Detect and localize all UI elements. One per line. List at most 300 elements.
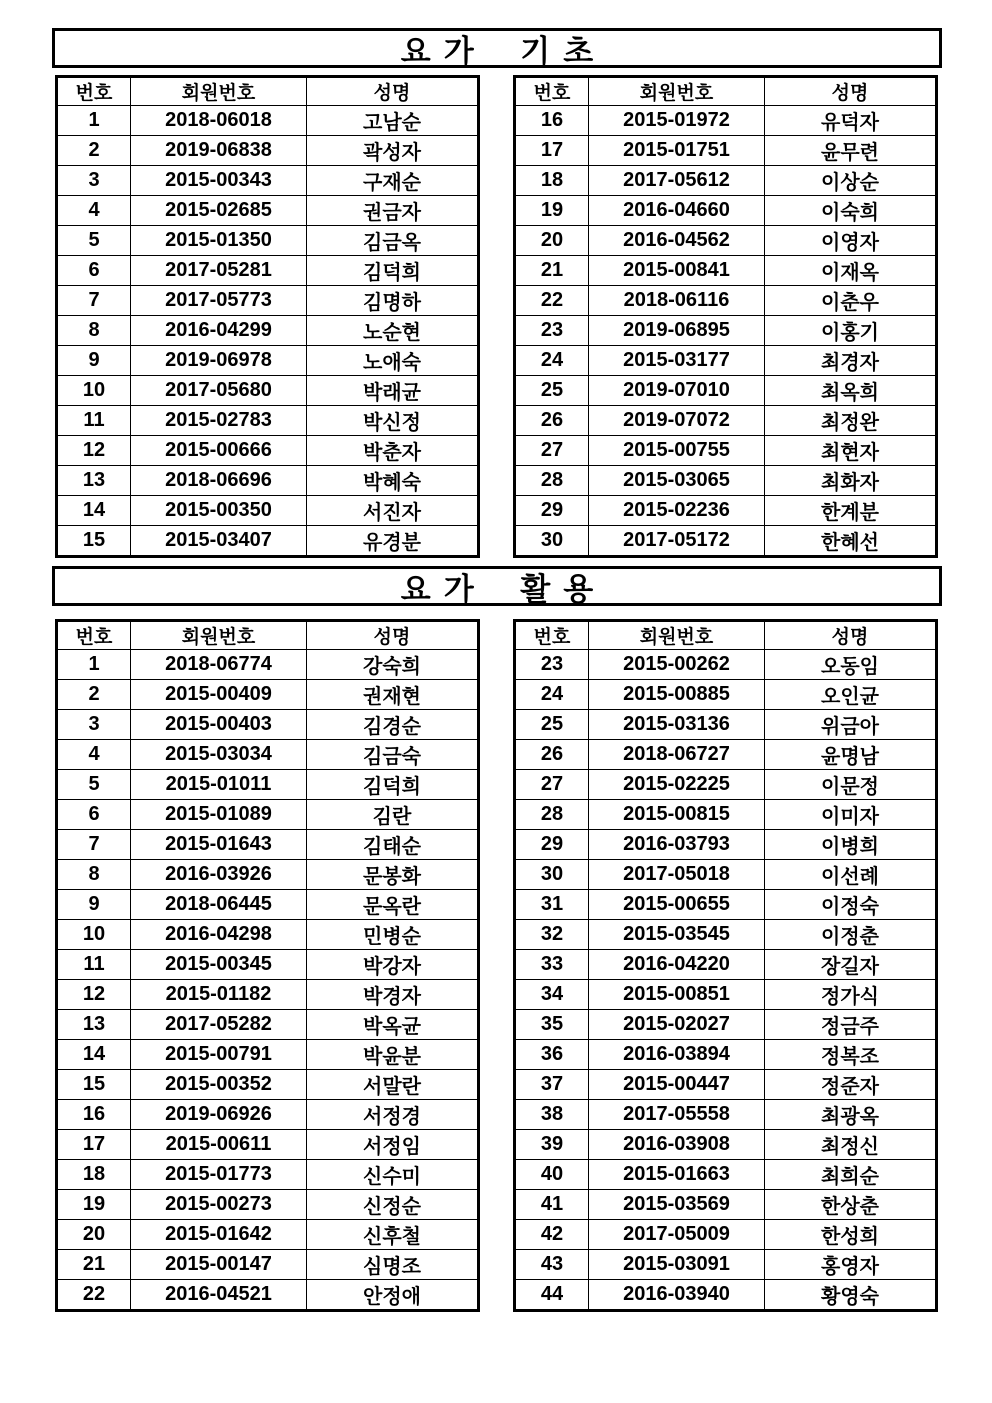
table-row (57, 680, 479, 710)
member-table-basics-right (513, 75, 938, 558)
row-number-cell: 9 (57, 346, 131, 376)
name-cell: 한계분 (765, 496, 937, 526)
table-row (57, 950, 479, 980)
member-number-cell: 2015-00447 (589, 1070, 765, 1100)
name-cell: 이상순 (765, 166, 937, 196)
column-header: 회원번호 (589, 77, 765, 106)
member-number-cell: 2018-06445 (131, 890, 307, 920)
row-number-cell: 21 (515, 256, 589, 286)
name-cell: 최현자 (765, 436, 937, 466)
column-header: 회원번호 (131, 621, 307, 650)
row-number-cell: 29 (515, 830, 589, 860)
member-number-cell: 2018-06018 (131, 106, 307, 136)
member-number-cell: 2017-05281 (131, 256, 307, 286)
row-number-cell: 19 (515, 196, 589, 226)
table-row (57, 1220, 479, 1250)
table-row (57, 890, 479, 920)
row-number-cell: 11 (57, 406, 131, 436)
row-number-cell: 37 (515, 1070, 589, 1100)
member-number-cell: 2015-01972 (589, 106, 765, 136)
table-row (515, 800, 937, 830)
name-cell: 박강자 (307, 950, 479, 980)
member-number-cell: 2019-06838 (131, 136, 307, 166)
name-cell: 유덕자 (765, 106, 937, 136)
column-header: 성명 (307, 621, 479, 650)
member-number-cell: 2016-04660 (589, 196, 765, 226)
table-pair-basics (55, 75, 938, 558)
name-cell: 이홍기 (765, 316, 937, 346)
name-cell: 정금주 (765, 1010, 937, 1040)
table-row (57, 1160, 479, 1190)
member-number-cell: 2015-00350 (131, 496, 307, 526)
member-number-cell: 2015-02783 (131, 406, 307, 436)
name-cell: 김금숙 (307, 740, 479, 770)
name-cell: 문봉화 (307, 860, 479, 890)
name-cell: 박춘자 (307, 436, 479, 466)
member-number-cell: 2015-01182 (131, 980, 307, 1010)
row-number-cell: 8 (57, 860, 131, 890)
name-cell: 최광옥 (765, 1100, 937, 1130)
table-row (515, 1070, 937, 1100)
member-number-cell: 2016-03926 (131, 860, 307, 890)
table-row (515, 1160, 937, 1190)
member-number-cell: 2017-05009 (589, 1220, 765, 1250)
section-yoga-application (0, 566, 992, 1312)
member-number-cell: 2016-04562 (589, 226, 765, 256)
member-number-cell: 2019-07010 (589, 376, 765, 406)
row-number-cell: 40 (515, 1160, 589, 1190)
row-number-cell: 24 (515, 346, 589, 376)
row-number-cell: 6 (57, 800, 131, 830)
table-row (515, 980, 937, 1010)
column-header: 성명 (765, 77, 937, 106)
table-body (57, 650, 479, 1311)
row-number-cell: 14 (57, 496, 131, 526)
name-cell: 이영자 (765, 226, 937, 256)
member-number-cell: 2015-01773 (131, 1160, 307, 1190)
column-header: 번호 (57, 77, 131, 106)
row-number-cell: 27 (515, 770, 589, 800)
table-row (515, 226, 937, 256)
table-row (57, 770, 479, 800)
table-row (515, 1010, 937, 1040)
row-number-cell: 39 (515, 1130, 589, 1160)
table-row (57, 1010, 479, 1040)
row-number-cell: 31 (515, 890, 589, 920)
name-cell: 신수미 (307, 1160, 479, 1190)
table-row (57, 436, 479, 466)
table-row (515, 1280, 937, 1311)
row-number-cell: 5 (57, 226, 131, 256)
row-number-cell: 18 (57, 1160, 131, 1190)
row-number-cell: 17 (57, 1130, 131, 1160)
row-number-cell: 30 (515, 860, 589, 890)
table-row (515, 920, 937, 950)
table-row (515, 1190, 937, 1220)
name-cell: 최정신 (765, 1130, 937, 1160)
table-row (57, 1070, 479, 1100)
header-row (57, 77, 479, 106)
member-number-cell: 2015-01642 (131, 1220, 307, 1250)
table-row (515, 1040, 937, 1070)
name-cell: 박혜숙 (307, 466, 479, 496)
section-yoga-basics (0, 28, 992, 558)
table-row (57, 740, 479, 770)
name-cell: 서정경 (307, 1100, 479, 1130)
table-row (515, 890, 937, 920)
name-cell: 이재옥 (765, 256, 937, 286)
name-cell: 박래균 (307, 376, 479, 406)
name-cell: 이병희 (765, 830, 937, 860)
table-row (57, 526, 479, 557)
table-row (57, 466, 479, 496)
row-number-cell: 3 (57, 166, 131, 196)
name-cell: 김경순 (307, 710, 479, 740)
row-number-cell: 20 (515, 226, 589, 256)
member-number-cell: 2015-00343 (131, 166, 307, 196)
member-number-cell: 2015-03091 (589, 1250, 765, 1280)
row-number-cell: 20 (57, 1220, 131, 1250)
column-header: 번호 (57, 621, 131, 650)
column-header: 성명 (307, 77, 479, 106)
member-number-cell: 2016-03940 (589, 1280, 765, 1311)
member-number-cell: 2019-07072 (589, 406, 765, 436)
member-number-cell: 2015-01011 (131, 770, 307, 800)
member-number-cell: 2015-03407 (131, 526, 307, 557)
name-cell: 장길자 (765, 950, 937, 980)
member-number-cell: 2015-00409 (131, 680, 307, 710)
table-row (515, 286, 937, 316)
table-row (515, 770, 937, 800)
name-cell: 박윤분 (307, 1040, 479, 1070)
member-number-cell: 2015-03136 (589, 710, 765, 740)
table-row (515, 166, 937, 196)
row-number-cell: 13 (57, 466, 131, 496)
table-row (57, 1130, 479, 1160)
member-number-cell: 2017-05680 (131, 376, 307, 406)
member-number-cell: 2016-04298 (131, 920, 307, 950)
row-number-cell: 28 (515, 800, 589, 830)
name-cell: 안정애 (307, 1280, 479, 1311)
row-number-cell: 2 (57, 680, 131, 710)
row-number-cell: 23 (515, 650, 589, 680)
row-number-cell: 32 (515, 920, 589, 950)
member-number-cell: 2015-00352 (131, 1070, 307, 1100)
name-cell: 한상춘 (765, 1190, 937, 1220)
member-number-cell: 2016-04299 (131, 316, 307, 346)
table-row (57, 346, 479, 376)
name-cell: 민병순 (307, 920, 479, 950)
name-cell: 권재현 (307, 680, 479, 710)
name-cell: 최정완 (765, 406, 937, 436)
row-number-cell: 16 (515, 106, 589, 136)
row-number-cell: 13 (57, 1010, 131, 1040)
member-number-cell: 2015-02685 (131, 196, 307, 226)
row-number-cell: 15 (57, 526, 131, 557)
name-cell: 이문정 (765, 770, 937, 800)
row-number-cell: 5 (57, 770, 131, 800)
row-number-cell: 3 (57, 710, 131, 740)
member-number-cell: 2016-04521 (131, 1280, 307, 1311)
row-number-cell: 4 (57, 740, 131, 770)
name-cell: 신후철 (307, 1220, 479, 1250)
table-row (515, 376, 937, 406)
row-number-cell: 44 (515, 1280, 589, 1311)
table-row (57, 1250, 479, 1280)
name-cell: 서정임 (307, 1130, 479, 1160)
row-number-cell: 38 (515, 1100, 589, 1130)
table-row (57, 226, 479, 256)
row-number-cell: 24 (515, 680, 589, 710)
table-row (57, 106, 479, 136)
member-number-cell: 2015-00815 (589, 800, 765, 830)
table-row (515, 1130, 937, 1160)
row-number-cell: 2 (57, 136, 131, 166)
member-number-cell: 2015-02027 (589, 1010, 765, 1040)
table-row (515, 496, 937, 526)
name-cell: 이정춘 (765, 920, 937, 950)
name-cell: 이선례 (765, 860, 937, 890)
row-number-cell: 26 (515, 406, 589, 436)
member-number-cell: 2016-03908 (589, 1130, 765, 1160)
row-number-cell: 41 (515, 1190, 589, 1220)
member-table-application-left (55, 619, 480, 1312)
name-cell: 권금자 (307, 196, 479, 226)
header-row (57, 621, 479, 650)
member-number-cell: 2015-01751 (589, 136, 765, 166)
name-cell: 노순현 (307, 316, 479, 346)
table-row (515, 196, 937, 226)
table-row (57, 256, 479, 286)
header-row (515, 77, 937, 106)
member-number-cell: 2015-01663 (589, 1160, 765, 1190)
row-number-cell: 14 (57, 1040, 131, 1070)
section-title-yoga-application: 요가 활용 (52, 566, 942, 606)
table-row (515, 650, 937, 680)
member-table-basics-left (55, 75, 480, 558)
member-number-cell: 2015-00885 (589, 680, 765, 710)
member-number-cell: 2017-05558 (589, 1100, 765, 1130)
row-number-cell: 25 (515, 376, 589, 406)
member-number-cell: 2017-05773 (131, 286, 307, 316)
table-body (57, 106, 479, 557)
member-number-cell: 2015-00147 (131, 1250, 307, 1280)
name-cell: 한혜선 (765, 526, 937, 557)
member-number-cell: 2015-00403 (131, 710, 307, 740)
name-cell: 서진자 (307, 496, 479, 526)
name-cell: 고남순 (307, 106, 479, 136)
member-number-cell: 2016-03793 (589, 830, 765, 860)
table-body (515, 106, 937, 557)
member-number-cell: 2017-05172 (589, 526, 765, 557)
table-row (57, 980, 479, 1010)
member-number-cell: 2018-06696 (131, 466, 307, 496)
table-row (57, 136, 479, 166)
table-row (57, 830, 479, 860)
row-number-cell: 9 (57, 890, 131, 920)
table-row (57, 376, 479, 406)
row-number-cell: 15 (57, 1070, 131, 1100)
name-cell: 최화자 (765, 466, 937, 496)
row-number-cell: 26 (515, 740, 589, 770)
member-number-cell: 2017-05612 (589, 166, 765, 196)
row-number-cell: 42 (515, 1220, 589, 1250)
name-cell: 홍영자 (765, 1250, 937, 1280)
table-row (57, 316, 479, 346)
name-cell: 오인균 (765, 680, 937, 710)
name-cell: 신정순 (307, 1190, 479, 1220)
row-number-cell: 17 (515, 136, 589, 166)
table-row (515, 740, 937, 770)
member-number-cell: 2015-03034 (131, 740, 307, 770)
member-number-cell: 2015-00345 (131, 950, 307, 980)
table-row (515, 1220, 937, 1250)
name-cell: 강숙희 (307, 650, 479, 680)
member-number-cell: 2015-00841 (589, 256, 765, 286)
name-cell: 노애숙 (307, 346, 479, 376)
row-number-cell: 34 (515, 980, 589, 1010)
table-row (515, 346, 937, 376)
name-cell: 윤명남 (765, 740, 937, 770)
name-cell: 김금옥 (307, 226, 479, 256)
table-row (57, 800, 479, 830)
name-cell: 정복조 (765, 1040, 937, 1070)
name-cell: 박옥균 (307, 1010, 479, 1040)
table-row (515, 256, 937, 286)
member-number-cell: 2015-03569 (589, 1190, 765, 1220)
row-number-cell: 36 (515, 1040, 589, 1070)
table-row (57, 710, 479, 740)
member-number-cell: 2015-03177 (589, 346, 765, 376)
member-number-cell: 2017-05018 (589, 860, 765, 890)
column-header: 회원번호 (131, 77, 307, 106)
row-number-cell: 30 (515, 526, 589, 557)
table-row (57, 860, 479, 890)
table-row (515, 136, 937, 166)
row-number-cell: 12 (57, 436, 131, 466)
table-row (57, 1190, 479, 1220)
column-header: 회원번호 (589, 621, 765, 650)
row-number-cell: 27 (515, 436, 589, 466)
name-cell: 심명조 (307, 1250, 479, 1280)
row-number-cell: 25 (515, 710, 589, 740)
member-number-cell: 2015-01089 (131, 800, 307, 830)
table-row (515, 680, 937, 710)
column-header: 성명 (765, 621, 937, 650)
name-cell: 위금아 (765, 710, 937, 740)
row-number-cell: 10 (57, 376, 131, 406)
table-row (57, 406, 479, 436)
table-row (57, 920, 479, 950)
name-cell: 이숙희 (765, 196, 937, 226)
row-number-cell: 6 (57, 256, 131, 286)
name-cell: 문옥란 (307, 890, 479, 920)
name-cell: 최희순 (765, 1160, 937, 1190)
name-cell: 구재순 (307, 166, 479, 196)
member-number-cell: 2015-00262 (589, 650, 765, 680)
table-row (515, 436, 937, 466)
header-row (515, 621, 937, 650)
table-row (515, 1100, 937, 1130)
table-row (57, 1280, 479, 1311)
name-cell: 정가식 (765, 980, 937, 1010)
table-row (515, 950, 937, 980)
table-row (57, 650, 479, 680)
name-cell: 김태순 (307, 830, 479, 860)
name-cell: 오동임 (765, 650, 937, 680)
member-number-cell: 2015-01350 (131, 226, 307, 256)
table-row (515, 106, 937, 136)
name-cell: 이미자 (765, 800, 937, 830)
column-header: 번호 (515, 621, 589, 650)
table-row (57, 196, 479, 226)
table-row (57, 1040, 479, 1070)
row-number-cell: 28 (515, 466, 589, 496)
table-row (515, 466, 937, 496)
member-number-cell: 2015-02236 (589, 496, 765, 526)
row-number-cell: 29 (515, 496, 589, 526)
member-number-cell: 2019-06926 (131, 1100, 307, 1130)
row-number-cell: 22 (57, 1280, 131, 1311)
name-cell: 곽성자 (307, 136, 479, 166)
name-cell: 이춘우 (765, 286, 937, 316)
row-number-cell: 16 (57, 1100, 131, 1130)
member-number-cell: 2018-06116 (589, 286, 765, 316)
row-number-cell: 43 (515, 1250, 589, 1280)
member-number-cell: 2018-06727 (589, 740, 765, 770)
name-cell: 최옥희 (765, 376, 937, 406)
table-pair-application (55, 619, 938, 1312)
name-cell: 윤무련 (765, 136, 937, 166)
name-cell: 황영숙 (765, 1280, 937, 1311)
member-number-cell: 2015-00851 (589, 980, 765, 1010)
row-number-cell: 11 (57, 950, 131, 980)
member-number-cell: 2018-06774 (131, 650, 307, 680)
name-cell: 정준자 (765, 1070, 937, 1100)
table-row (57, 166, 479, 196)
member-number-cell: 2019-06895 (589, 316, 765, 346)
member-number-cell: 2016-03894 (589, 1040, 765, 1070)
name-cell: 김란 (307, 800, 479, 830)
row-number-cell: 19 (57, 1190, 131, 1220)
table-row (515, 860, 937, 890)
row-number-cell: 33 (515, 950, 589, 980)
member-number-cell: 2016-04220 (589, 950, 765, 980)
name-cell: 한성희 (765, 1220, 937, 1250)
table-row (515, 710, 937, 740)
row-number-cell: 1 (57, 650, 131, 680)
row-number-cell: 22 (515, 286, 589, 316)
table-row (515, 406, 937, 436)
name-cell: 이정숙 (765, 890, 937, 920)
member-number-cell: 2015-03065 (589, 466, 765, 496)
member-number-cell: 2015-00755 (589, 436, 765, 466)
table-row (515, 1250, 937, 1280)
table-row (515, 316, 937, 346)
row-number-cell: 18 (515, 166, 589, 196)
member-number-cell: 2017-05282 (131, 1010, 307, 1040)
row-number-cell: 8 (57, 316, 131, 346)
row-number-cell: 4 (57, 196, 131, 226)
member-number-cell: 2015-00611 (131, 1130, 307, 1160)
member-number-cell: 2015-00791 (131, 1040, 307, 1070)
table-row (57, 496, 479, 526)
table-body (515, 650, 937, 1311)
name-cell: 김덕희 (307, 770, 479, 800)
name-cell: 유경분 (307, 526, 479, 557)
member-table-application-right (513, 619, 938, 1312)
row-number-cell: 35 (515, 1010, 589, 1040)
